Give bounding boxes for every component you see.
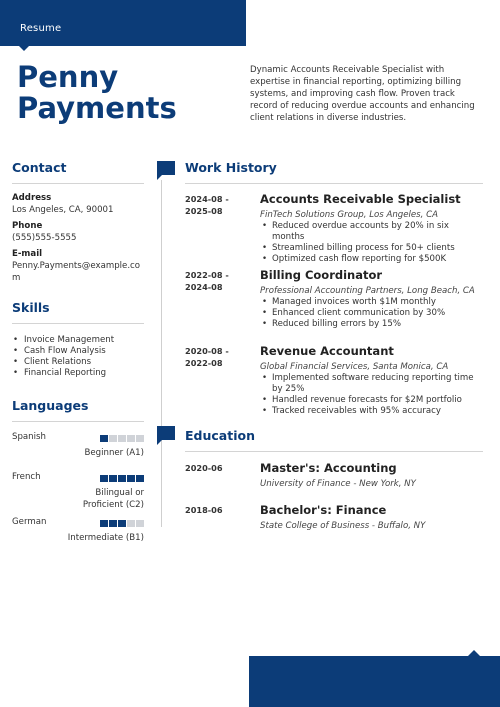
list-item: • Tracked receivables with 95% accuracy: [260, 406, 483, 417]
profile-summary: Dynamic Accounts Receivable Specialist with expertise in financial reporting, optimizing billing systems, and improving cash flow. Proven track record of reducing overdue accounts and enhancing client relations in diverse industries.: [250, 65, 475, 123]
email-label: E-mail: [12, 249, 43, 259]
job-dates: 2020-08 - 2022-08: [185, 346, 229, 368]
column-divider: [161, 180, 162, 527]
list-item: • Managed invoices worth $1M monthly: [260, 297, 483, 308]
job-company: FinTech Solutions Group, Los Angeles, CA: [260, 210, 439, 220]
school-name: State College of Business - Buffalo, NY: [260, 521, 426, 531]
job-entry: [185, 192, 483, 268]
job-dates: 2022-08 - 2024-08: [185, 270, 229, 292]
job-entry: [185, 344, 483, 428]
rating-segment: [100, 435, 108, 442]
list-item: • Optimized cash flow reporting for $500K: [260, 254, 483, 265]
address-label: Address: [12, 193, 52, 203]
list-item: • Reduced overdue accounts by 20% in six months: [260, 221, 483, 243]
education-entry: [185, 461, 483, 503]
job-title: Revenue Accountant: [260, 344, 394, 358]
list-item: • Enhanced client communication by 30%: [260, 308, 483, 319]
rating-segment: [136, 520, 144, 527]
resume-label: Resume: [20, 23, 62, 34]
rating-segment: [118, 435, 126, 442]
education-heading: Education: [185, 428, 255, 443]
rating-segment: [100, 475, 108, 482]
job-company: Professional Accounting Partners, Long Beach, CA: [260, 286, 475, 296]
header-band: [0, 0, 246, 46]
language-rating-bar: [100, 475, 144, 482]
education-entry: [185, 503, 483, 531]
candidate-name: [17, 62, 177, 124]
language-level: Bilingual or Proficient (C2): [82, 488, 144, 510]
education-divider: [185, 451, 483, 452]
rating-segment: [136, 475, 144, 482]
rating-segment: [136, 435, 144, 442]
list-item: • Client Relations: [12, 357, 144, 368]
school-name: University of Finance - New York, NY: [260, 479, 416, 489]
rating-segment: [109, 520, 117, 527]
contact-divider: [12, 183, 144, 184]
work-history-flag-icon: [157, 161, 175, 175]
footer-band: [249, 656, 500, 707]
language-level: Intermediate (B1): [67, 533, 144, 543]
language-row: [12, 472, 144, 517]
language-level: Beginner (A1): [84, 448, 144, 458]
name-first: Penny: [17, 60, 119, 94]
list-item: • Reduced billing errors by 15%: [260, 319, 483, 330]
languages-heading: Languages: [12, 398, 89, 413]
rating-segment: [127, 475, 135, 482]
list-item: • Implemented software reducing reporting time by 25%: [260, 373, 483, 395]
job-entry: [185, 268, 483, 344]
list-item: • Handled revenue forecasts for $2M portfolio: [260, 395, 483, 406]
skills-heading: Skills: [12, 300, 50, 315]
job-bullets: [260, 373, 483, 417]
list-item: • Cash Flow Analysis: [12, 346, 144, 357]
skills-divider: [12, 323, 144, 324]
language-name: French: [12, 472, 41, 482]
language-row: [12, 432, 144, 472]
list-item: • Invoice Management: [12, 335, 144, 346]
rating-segment: [118, 475, 126, 482]
name-last: Payments: [17, 91, 177, 125]
language-rating-bar: [100, 435, 144, 442]
rating-segment: [127, 520, 135, 527]
degree-title: Master's: Accounting: [260, 461, 397, 475]
language-row: [12, 517, 144, 557]
job-dates: 2024-08 - 2025-08: [185, 194, 229, 216]
contact-heading: Contact: [12, 160, 67, 175]
rating-segment: [118, 520, 126, 527]
rating-segment: [109, 475, 117, 482]
email-value: Penny.Payments@example.com: [12, 261, 141, 283]
education-flag-icon: [157, 426, 175, 440]
list-item: • Financial Reporting: [12, 368, 144, 379]
education-date: 2018-06: [185, 505, 223, 515]
skills-list: [12, 335, 144, 379]
left-column: [12, 160, 144, 557]
job-title: Accounts Receivable Specialist: [260, 192, 461, 206]
education-date: 2020-06: [185, 463, 223, 473]
right-column: [185, 160, 483, 532]
rating-segment: [100, 520, 108, 527]
language-rating-bar: [100, 520, 144, 527]
degree-title: Bachelor's: Finance: [260, 503, 387, 517]
phone-value: (555)555-5555: [12, 233, 77, 243]
rating-segment: [127, 435, 135, 442]
rating-segment: [109, 435, 117, 442]
language-name: German: [12, 517, 47, 527]
job-bullets: [260, 297, 483, 330]
job-bullets: [260, 221, 483, 265]
work-history-divider: [185, 183, 483, 184]
job-company: Global Financial Services, Santa Monica, CA: [260, 362, 449, 372]
languages-divider: [12, 421, 144, 422]
phone-label: Phone: [12, 221, 43, 231]
header-band-notch: [18, 45, 30, 51]
work-history-heading: Work History: [185, 160, 277, 175]
list-item: • Streamlined billing process for 50+ clients: [260, 243, 483, 254]
language-name: Spanish: [12, 432, 46, 442]
job-title: Billing Coordinator: [260, 268, 383, 282]
address-value: Los Angeles, CA, 90001: [12, 205, 114, 215]
